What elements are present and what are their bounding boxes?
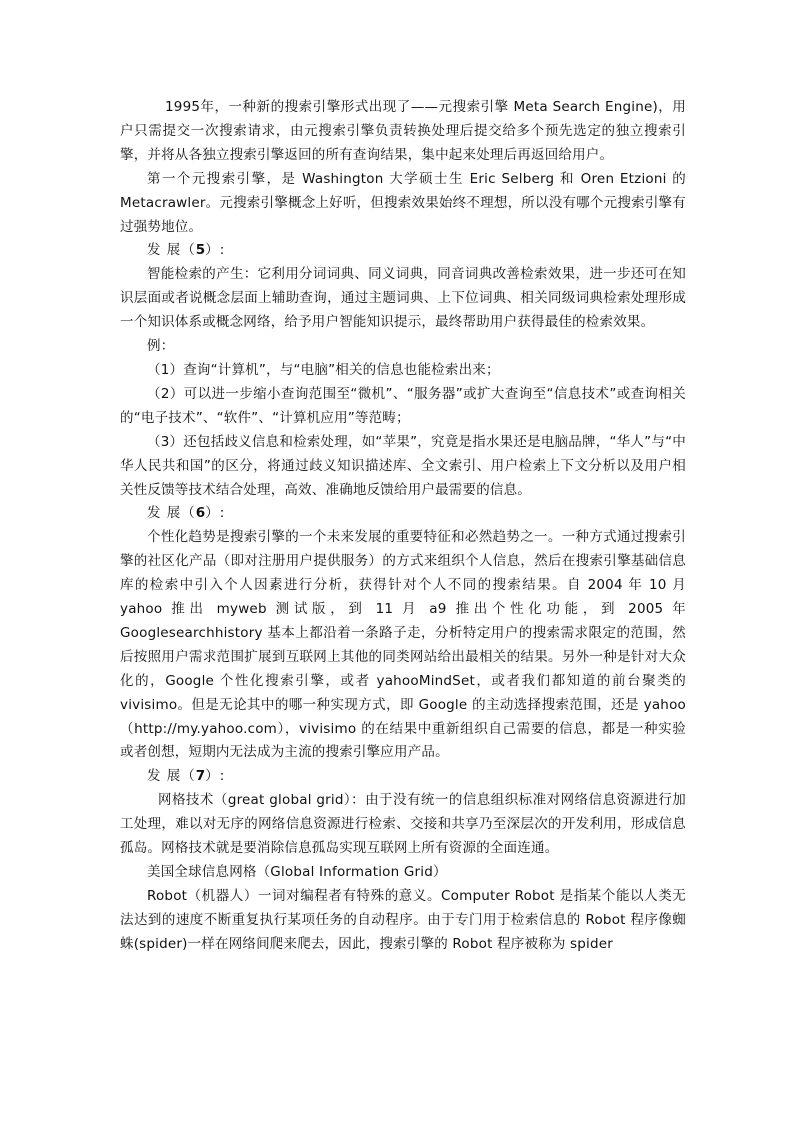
document-body xyxy=(120,96,686,957)
heading-end: ）: xyxy=(205,768,226,785)
heading-label: 发 展（ xyxy=(147,242,196,259)
heading-label: 发 展（ xyxy=(147,768,196,785)
paragraph-robot: Robot（机器人）一词对编程者有特殊的意义。Computer Robot 是指某个能以人类无法达到的速度不断重复执行某项任务的自动程序。由于专门用于检索信息的 Robot 程序像蜘蛛(spider)一样在网络间爬来爬去，因此，搜索引擎的 Robot 程序被称为 spider xyxy=(120,887,686,952)
paragraph-metacrawler: 第一个元搜索引擎，是 Washington 大学硕士生 Eric Selberg 和 Oren Etzioni 的 Metacrawler。元搜索引擎概念上好听，但搜索效果始终不理想，所以没有哪个元搜索引擎有过强势地位。 xyxy=(120,170,686,235)
heading-number: 6 xyxy=(195,505,206,522)
paragraph-example-label: 例： xyxy=(147,338,175,355)
heading-end: ）: xyxy=(205,505,226,522)
heading-number: 5 xyxy=(195,242,206,259)
heading-development-7 xyxy=(120,765,686,789)
heading-development-5 xyxy=(120,239,686,263)
paragraph-global-information-grid: 美国全球信息网格（Global Information Grid） xyxy=(147,864,447,880)
paragraph-intelligent-search: 智能检索的产生：它利用分词词典、同义词典，同音词典改善检索效果，进一步还可在知识层面或者说概念层面上辅助查询，通过主题词典、上下位词典、相关同级词典检索处理形成一个知识体系或概念网络，给予用户智能知识提示，最终帮助用户获得最佳的检索效果。 xyxy=(120,266,686,331)
paragraph-personalization: 个性化趋势是搜索引擎的一个未来发展的重要特征和必然趋势之一。一种方式通过搜索引擎的社区化产品（即对注册用户提供服务）的方式来组织个人信息，然后在搜索引擎基础信息库的检索中引入个人因素进行分析，获得针对个人不同的搜索结果。自 2004 年 10 月 yahoo 推出 myweb 测试版，到 11 月 a9 推出个性化功能，到 2005 年 Googlesearchhistory 基本上都沿着一条路子走，分析特定用户的搜索需求限定的范围，然后按照用户需求范围扩展到互联网上其他的同类网站给出最相关的结果。另外一种是针对大众化的，Google 个性化搜索引擎，或者 yahooMindSet，或者我们都知道的前台聚类的 vivisimo。但是无论其中的哪一种实现方式，即 Google 的主动选择搜索范围，还是 yahoo（http://my.yahoo.com），vivisimo 的在结果中重新组织自己需要的信息，都是一种实验或者创想，短期内无法成为主流的搜索引擎应用产品。 xyxy=(120,529,686,761)
heading-development-6 xyxy=(120,502,686,526)
paragraph-meta-search-intro: 1995年，一种新的搜索引擎形式出现了——元搜索引擎 Meta Search Engine)，用户只需提交一次搜索请求，由元搜索引擎负责转换处理后提交给多个预先选定的独立搜索引擎，并将从各独立搜索引擎返回的所有查询结果，集中起来处理后再返回给用户。 xyxy=(120,99,686,163)
paragraph-example-1: （1）查询“计算机”，与“电脑”相关的信息也能检索出来； xyxy=(147,361,500,378)
heading-end: ）: xyxy=(205,242,226,259)
paragraph-example-3: （3）还包括歧义信息和检索处理，如“苹果”，究竟是指水果还是电脑品牌，“华人”与“中华人民共和国”的区分，将通过歧义知识描述库、全文索引、用户检索上下文分析以及用户相关性反馈等技术结合处理，高效、准确地反馈给用户最需要的信息。 xyxy=(120,433,686,498)
heading-label: 发 展（ xyxy=(147,505,196,522)
paragraph-grid-technology: 网格技术（great global grid）：由于没有统一的信息组织标准对网络信息资源进行加工处理，难以对无序的网络信息资源进行检索、交接和共享乃至深层次的开发利用，形成信息孤岛。网格技术就是要消除信息孤岛实现互联网上所有资源的全面连通。 xyxy=(120,792,686,857)
heading-number: 7 xyxy=(195,768,206,785)
paragraph-example-2: （2）可以进一步缩小查询范围至“微机”、“服务器”或扩大查询至“信息技术”或查询相关的“电子技术”、“软件”、“计算机应用”等范畴； xyxy=(120,385,686,426)
